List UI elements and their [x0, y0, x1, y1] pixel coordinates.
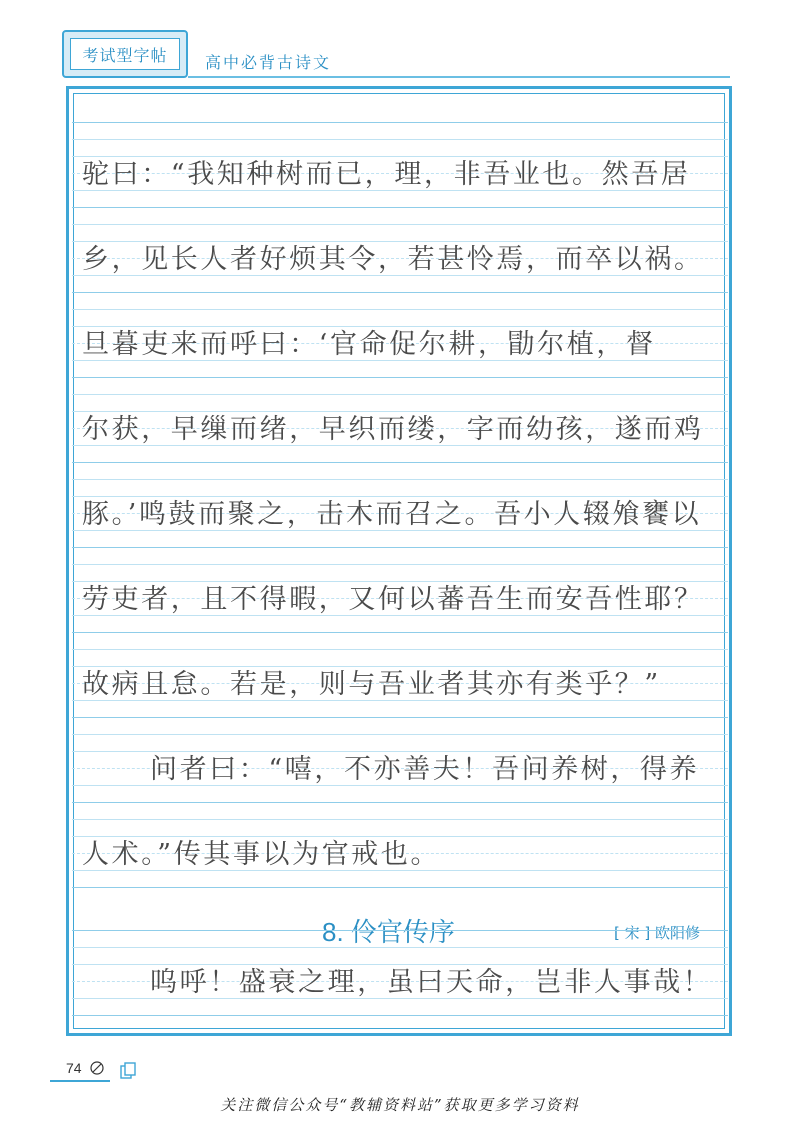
writing-row: [72, 632, 728, 718]
writing-row: [72, 122, 728, 208]
text-line: 人术。”传其事以为官戒也。: [82, 839, 441, 870]
footer-note: 关注微信公众号“教辅资料站”获取更多学习资料: [220, 1096, 580, 1114]
page-number: 74: [66, 1060, 82, 1076]
header-title: 高中必背古诗文: [205, 53, 332, 72]
page-number-underline: [50, 1080, 110, 1082]
writing-row: [72, 292, 728, 378]
text-line: 乡，见长人者好烦其令，若甚怜焉，而卒以祸。: [82, 244, 704, 275]
text-line: 问者曰：“嘻，不亦善夫！吾问养树，得养: [150, 754, 700, 785]
text-line: 豚。’鸣鼓而聚之，击木而召之。吾小人辍飧饔以: [82, 499, 702, 530]
header-divider: [188, 76, 730, 78]
section-first-line: 呜呼！盛衰之理，虽曰天命，岂非人事哉！: [150, 967, 713, 998]
writing-row: [72, 717, 728, 803]
writing-row: [72, 930, 728, 1016]
writing-row: [72, 462, 728, 548]
pen-icon: [88, 1059, 106, 1077]
book-icon: [118, 1061, 138, 1081]
writing-row: [72, 547, 728, 633]
text-line: 尔获，早缫而绪，早织而缕，字而幼孩，遂而鸡: [82, 414, 704, 445]
writing-row: [72, 207, 728, 293]
writing-row: [72, 802, 728, 888]
text-line: 故病且怠。若是，则与吾业者其亦有类乎？”: [82, 669, 661, 700]
text-line: 劳吏者，且不得暇，又何以蕃吾生而安吾性耶？: [82, 584, 704, 615]
header-badge: [62, 30, 188, 78]
text-line: 旦暮吏来而呼曰：‘官命促尔耕，勖尔植，督: [82, 329, 656, 360]
writing-row: [72, 377, 728, 463]
header-badge-label: 考试型字帖: [70, 38, 180, 70]
text-line: 驼曰：“我知种树而已，理，非吾业也。然吾居: [82, 159, 691, 190]
